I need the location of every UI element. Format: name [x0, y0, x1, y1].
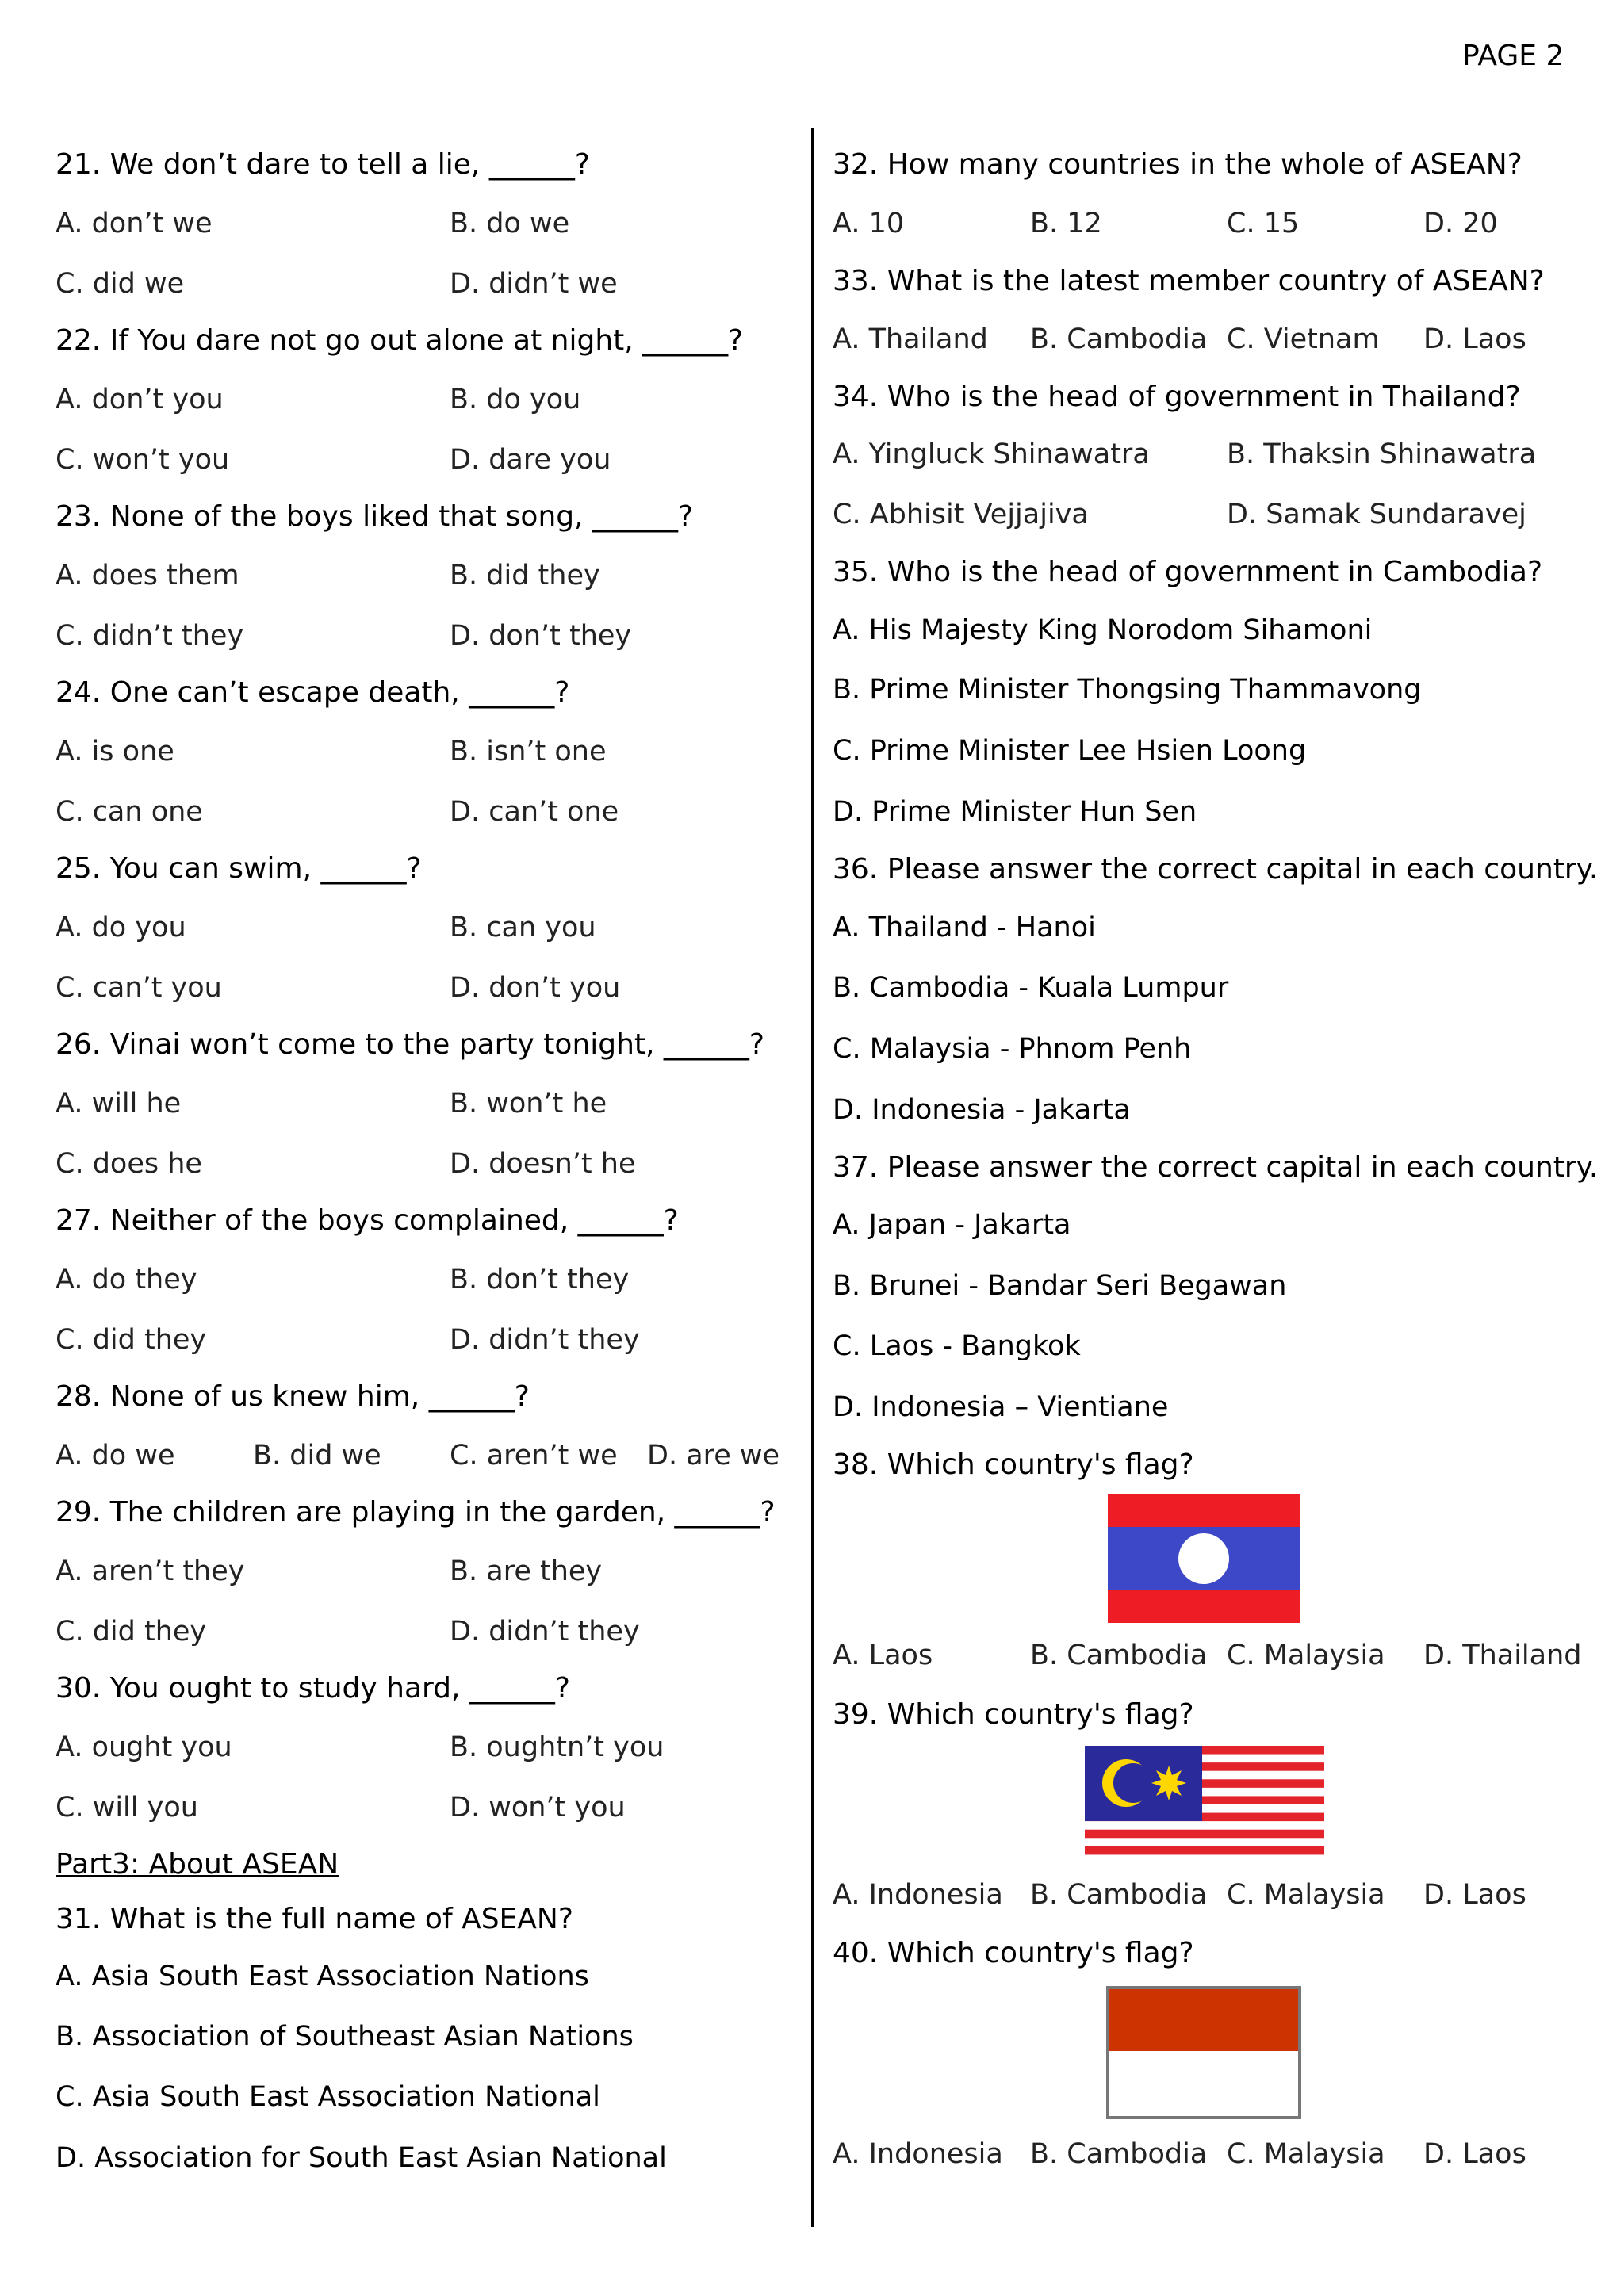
option-35-c[interactable]: C. Prime Minister Lee Hsien Loong — [833, 735, 1307, 767]
options-30-row-2 — [56, 1794, 785, 1826]
option-26-a[interactable]: A. will he — [56, 1088, 182, 1119]
option-28-d[interactable]: D. are we — [647, 1440, 780, 1471]
option-31-b[interactable]: B. Association of Southeast Asian Nations — [56, 2021, 634, 2053]
option-31-c[interactable]: C. Asia South East Association National — [56, 2081, 600, 2113]
option-25-c[interactable]: C. can’t you — [56, 972, 222, 1004]
options-38-row — [833, 1642, 1586, 1674]
options-28-row — [56, 1442, 785, 1474]
malaysia-flag-image — [1085, 1746, 1324, 1863]
question-24: 24. One can’t escape death, ______? — [56, 676, 570, 709]
option-28-a[interactable]: A. do we — [56, 1440, 175, 1471]
option-27-d[interactable]: D. didn’t they — [450, 1324, 640, 1356]
option-28-c[interactable]: C. aren’t we — [450, 1440, 618, 1471]
option-23-d[interactable]: D. don’t they — [450, 620, 632, 652]
malaysia-flag-stripe — [1085, 1854, 1324, 1863]
malaysia-flag-stripe — [1085, 1821, 1324, 1830]
option-36-b[interactable]: B. Cambodia - Kuala Lumpur — [833, 972, 1229, 1004]
malaysia-flag-stripe — [1085, 1846, 1324, 1855]
option-37-a[interactable]: A. Japan - Jakarta — [833, 1209, 1071, 1241]
option-21-b[interactable]: B. do we — [450, 208, 570, 239]
option-40-c[interactable]: C. Malaysia — [1227, 2138, 1385, 2170]
question-23: 23. None of the boys liked that song, ______? — [56, 500, 694, 533]
option-29-a[interactable]: A. aren’t they — [56, 1556, 245, 1587]
option-29-d[interactable]: D. didn’t they — [450, 1616, 640, 1647]
question-28: 28. None of us knew him, ______? — [56, 1380, 530, 1413]
option-39-a[interactable]: A. Indonesia — [833, 1879, 1003, 1911]
option-24-b[interactable]: B. isn’t one — [450, 736, 607, 767]
option-28-b[interactable]: B. did we — [253, 1440, 381, 1471]
option-39-b[interactable]: B. Cambodia — [1030, 1879, 1208, 1911]
options-22-row-2 — [56, 446, 785, 478]
option-26-d[interactable]: D. doesn’t he — [450, 1148, 636, 1180]
options-34-row-1 — [833, 438, 1586, 473]
column-divider — [811, 128, 814, 2227]
option-30-a[interactable]: A. ought you — [56, 1732, 232, 1763]
options-32-row — [833, 210, 1586, 242]
option-40-a[interactable]: A. Indonesia — [833, 2138, 1003, 2170]
question-27: 27. Neither of the boys complained, ______? — [56, 1204, 679, 1237]
option-31-a[interactable]: A. Asia South East Association Nations — [56, 1961, 589, 1992]
laos-flag-red-bottom — [1108, 1590, 1300, 1623]
option-32-a[interactable]: A. 10 — [833, 208, 905, 239]
option-33-c[interactable]: C. Vietnam — [1227, 323, 1380, 355]
question-35: 35. Who is the head of government in Cambodia? — [833, 556, 1543, 588]
option-24-c[interactable]: C. can one — [56, 796, 203, 828]
option-34-d[interactable]: D. Samak Sundaravej — [1227, 499, 1526, 530]
option-32-c[interactable]: C. 15 — [1227, 208, 1300, 239]
option-25-d[interactable]: D. don’t you — [450, 972, 621, 1004]
option-36-d[interactable]: D. Indonesia - Jakarta — [833, 1094, 1131, 1126]
options-27-row-2 — [56, 1326, 785, 1358]
options-39-row — [833, 1881, 1586, 1913]
options-26-row-1 — [56, 1090, 785, 1122]
question-38: 38. Which country's flag? — [833, 1448, 1194, 1481]
options-29-row-2 — [56, 1618, 785, 1650]
laos-flag-image — [1108, 1494, 1300, 1623]
laos-flag-white-circle — [1178, 1533, 1229, 1584]
options-23-row-1 — [56, 562, 785, 594]
option-35-b[interactable]: B. Prime Minister Thongsing Thammavong — [833, 674, 1422, 706]
option-25-a[interactable]: A. do you — [56, 912, 186, 943]
option-33-d[interactable]: D. Laos — [1423, 323, 1526, 355]
option-22-d[interactable]: D. dare you — [450, 444, 611, 476]
option-21-a[interactable]: A. don’t we — [56, 208, 213, 239]
option-35-d[interactable]: D. Prime Minister Hun Sen — [833, 796, 1197, 828]
option-21-d[interactable]: D. didn’t we — [450, 268, 618, 300]
question-36: 36. Please answer the correct capital in each country. — [833, 853, 1599, 886]
options-33-row — [833, 323, 1586, 358]
question-30: 30. You ought to study hard, ______? — [56, 1672, 571, 1705]
question-33: 33. What is the latest member country of ASEAN? — [833, 265, 1545, 297]
options-30-row-1 — [56, 1734, 785, 1766]
option-21-c[interactable]: C. did we — [56, 268, 185, 300]
malaysia-flag-stripe — [1085, 1830, 1324, 1839]
indonesia-flag-red-half — [1109, 1989, 1298, 2051]
option-35-a[interactable]: A. His Majesty King Norodom Sihamoni — [833, 614, 1373, 646]
options-21-row-2 — [56, 270, 785, 302]
options-27-row-1 — [56, 1266, 785, 1298]
options-26-row-2 — [56, 1150, 785, 1182]
options-21-row-1 — [56, 210, 785, 242]
indonesia-flag-image — [1106, 1986, 1301, 2119]
option-27-c[interactable]: C. did they — [56, 1324, 207, 1356]
option-24-d[interactable]: D. can’t one — [450, 796, 619, 828]
option-34-a[interactable]: A. Yingluck Shinawatra — [833, 438, 1150, 470]
option-36-a[interactable]: A. Thailand - Hanoi — [833, 912, 1096, 943]
page-number: PAGE 2 — [1462, 40, 1565, 72]
option-39-d[interactable]: D. Laos — [1423, 1879, 1526, 1911]
option-37-b[interactable]: B. Brunei - Bandar Seri Begawan — [833, 1270, 1287, 1302]
option-29-b[interactable]: B. are they — [450, 1556, 603, 1587]
option-22-c[interactable]: C. won’t you — [56, 444, 230, 476]
option-39-c[interactable]: C. Malaysia — [1227, 1879, 1385, 1911]
question-29: 29. The children are playing in the garden, ______? — [56, 1496, 776, 1529]
option-30-c[interactable]: C. will you — [56, 1792, 198, 1823]
option-23-c[interactable]: C. didn’t they — [56, 620, 244, 652]
malaysia-flag-stripe — [1085, 1838, 1324, 1846]
question-31: 31. What is the full name of ASEAN? — [56, 1903, 573, 1935]
option-38-b[interactable]: B. Cambodia — [1030, 1640, 1208, 1671]
question-26: 26. Vinai won’t come to the party tonight, ______? — [56, 1028, 765, 1061]
option-33-b[interactable]: B. Cambodia — [1030, 323, 1208, 355]
malaysia-flag-crescent-cut — [1113, 1763, 1153, 1803]
option-37-c[interactable]: C. Laos - Bangkok — [833, 1330, 1081, 1362]
option-27-b[interactable]: B. don’t they — [450, 1264, 630, 1295]
option-30-d[interactable]: D. won’t you — [450, 1792, 626, 1823]
option-40-d[interactable]: D. Laos — [1423, 2138, 1526, 2170]
option-38-c[interactable]: C. Malaysia — [1227, 1640, 1385, 1671]
option-26-b[interactable]: B. won’t he — [450, 1088, 607, 1119]
option-27-a[interactable]: A. do they — [56, 1264, 197, 1295]
option-23-a[interactable]: A. does them — [56, 560, 239, 591]
options-23-row-2 — [56, 622, 785, 654]
option-33-a[interactable]: A. Thailand — [833, 323, 988, 355]
option-32-b[interactable]: B. 12 — [1030, 208, 1102, 239]
question-22: 22. If You dare not go out alone at night, ______? — [56, 324, 744, 357]
option-23-b[interactable]: B. did they — [450, 560, 600, 591]
option-37-d[interactable]: D. Indonesia – Vientiane — [833, 1391, 1169, 1423]
option-22-b[interactable]: B. do you — [450, 384, 581, 415]
malaysia-flag-star — [1151, 1766, 1186, 1800]
question-32: 32. How many countries in the whole of ASEAN? — [833, 148, 1522, 181]
options-29-row-1 — [56, 1558, 785, 1590]
option-25-b[interactable]: B. can you — [450, 912, 596, 943]
options-34-row-2 — [833, 501, 1586, 533]
option-24-a[interactable]: A. is one — [56, 736, 174, 767]
options-25-row-2 — [56, 974, 785, 1006]
option-22-a[interactable]: A. don’t you — [56, 384, 224, 415]
option-38-a[interactable]: A. Laos — [833, 1640, 933, 1671]
option-26-c[interactable]: C. does he — [56, 1148, 202, 1180]
option-40-b[interactable]: B. Cambodia — [1030, 2138, 1208, 2170]
option-34-b[interactable]: B. Thaksin Shinawatra — [1227, 438, 1537, 470]
option-31-d[interactable]: D. Association for South East Asian National — [56, 2142, 667, 2174]
options-25-row-1 — [56, 914, 785, 946]
laos-flag-red-top — [1108, 1494, 1300, 1527]
question-21: 21. We don’t dare to tell a lie, ______? — [56, 148, 590, 181]
options-22-row-1 — [56, 386, 785, 418]
option-32-d[interactable]: D. 20 — [1423, 208, 1498, 239]
question-34: 34. Who is the head of government in Thailand? — [833, 381, 1521, 413]
option-30-b[interactable]: B. oughtn’t you — [450, 1732, 665, 1763]
option-36-c[interactable]: C. Malaysia - Phnom Penh — [833, 1033, 1192, 1065]
part3-heading: Part3: About ASEAN — [56, 1848, 339, 1881]
question-40: 40. Which country's flag? — [833, 1937, 1194, 1969]
question-39: 39. Which country's flag? — [833, 1698, 1194, 1731]
option-34-c[interactable]: C. Abhisit Vejjajiva — [833, 499, 1089, 530]
options-24-row-2 — [56, 798, 785, 830]
question-37: 37. Please answer the correct capital in each country. — [833, 1151, 1599, 1184]
question-25: 25. You can swim, ______? — [56, 852, 422, 885]
options-40-row — [833, 2138, 1586, 2172]
options-24-row-1 — [56, 738, 785, 770]
option-29-c[interactable]: C. did they — [56, 1616, 207, 1647]
option-38-d[interactable]: D. Thailand — [1423, 1640, 1582, 1671]
